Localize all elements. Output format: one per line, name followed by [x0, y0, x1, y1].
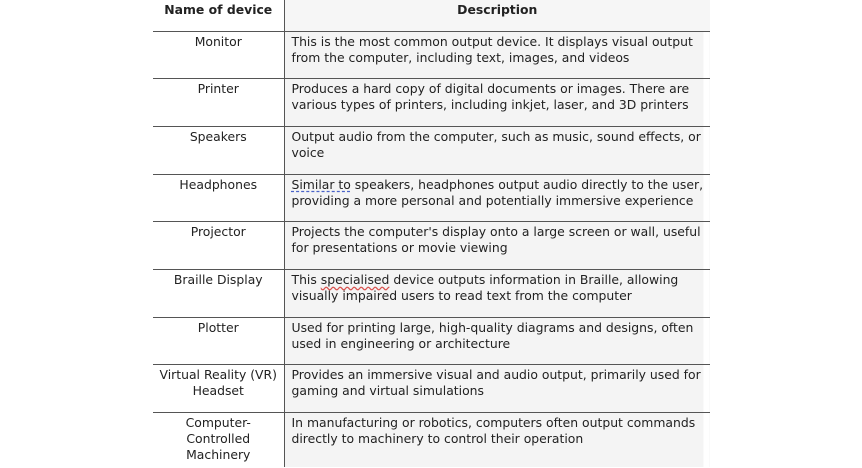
grammar-flag-underline[interactable]: Similar to: [291, 176, 351, 192]
spelling-flag-underline[interactable]: specialised: [320, 271, 390, 287]
output-devices-table-container: [153, 0, 710, 468]
table-row: [153, 365, 710, 413]
device-name-vr-headset: Virtual Reality (VR) Headset: [153, 365, 284, 413]
device-description-speakers: Output audio from the computer, such as music, sound effects, or voice: [284, 126, 710, 174]
device-name-headphones: Headphones: [153, 174, 284, 222]
device-name-speakers: Speakers: [153, 126, 284, 174]
table-row: [153, 222, 710, 270]
device-name-monitor: Monitor: [153, 31, 284, 79]
output-devices-table: [153, 0, 710, 467]
table-row: [153, 413, 710, 467]
header-name-of-device: Name of device: [153, 0, 284, 31]
table-row: [153, 31, 710, 79]
table-row: [153, 269, 710, 317]
device-description-vr-headset: Provides an immersive visual and audio output, primarily used for gaming and virtual simulations: [284, 365, 710, 413]
table-row: [153, 79, 710, 127]
device-description-headphones: [284, 174, 710, 222]
device-name-plotter: Plotter: [153, 317, 284, 365]
device-name-projector: Projector: [153, 222, 284, 270]
table-header-row: [153, 0, 710, 31]
device-description-printer: Produces a hard copy of digital documents or images. There are various types of printers, including inkjet, laser, and 3D printers: [284, 79, 710, 127]
table-row: [153, 317, 710, 365]
device-name-braille-display: Braille Display: [153, 269, 284, 317]
description-text: speakers, headphones output audio directly to the user, providing a more personal and potentially immersive experience: [291, 176, 704, 208]
device-description-monitor: This is the most common output device. It displays visual output from the computer, including text, images, and videos: [284, 31, 710, 79]
device-description-computer-controlled-machinery: In manufacturing or robotics, computers often output commands directly to machinery to control their operation: [284, 413, 710, 467]
device-name-computer-controlled-machinery: Computer-Controlled Machinery: [153, 413, 284, 467]
device-description-projector: Projects the computer's display onto a large screen or wall, useful for presentations or movie viewing: [284, 222, 710, 270]
table-row: [153, 126, 710, 174]
description-text: This: [291, 271, 321, 287]
header-description: Description: [284, 0, 710, 31]
device-description-braille-display: [284, 269, 710, 317]
device-description-plotter: Used for printing large, high-quality diagrams and designs, often used in engineering or architecture: [284, 317, 710, 365]
table-row: [153, 174, 710, 222]
device-name-printer: Printer: [153, 79, 284, 127]
description-text: device outputs information in Braille, allowing visually impaired users to read text from the computer: [291, 271, 679, 303]
